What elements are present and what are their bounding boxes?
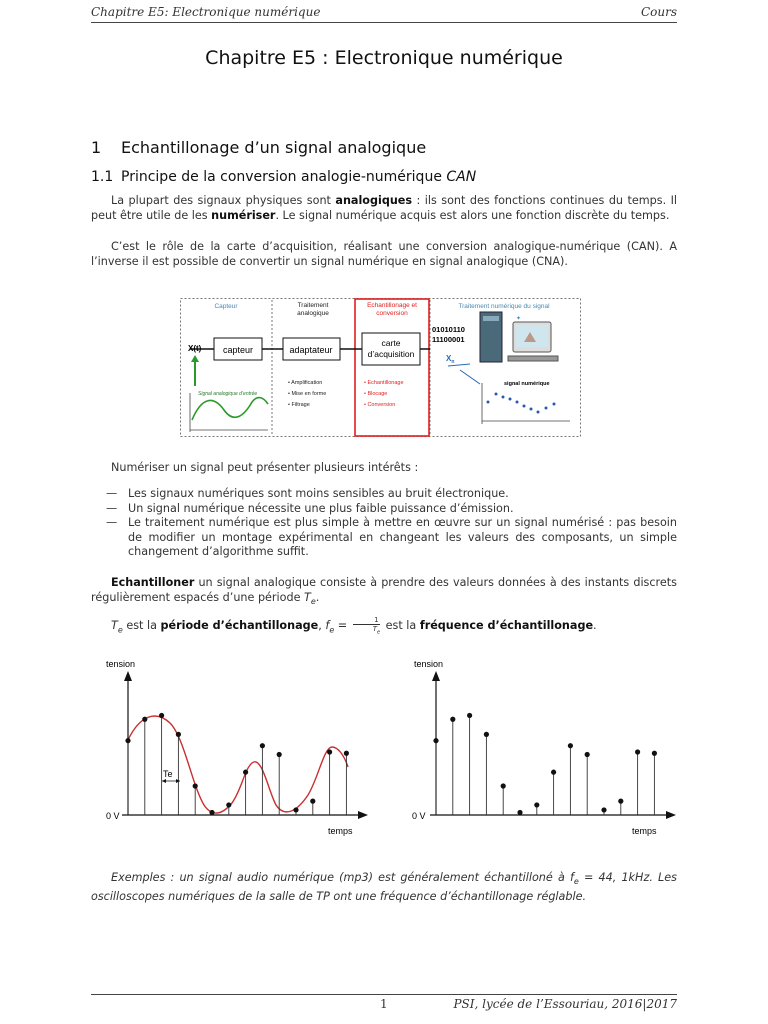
subsection-title: Principe de la conversion analogie-numérique [121, 169, 447, 185]
sample-point [293, 807, 298, 812]
list-traitement-1: • Amplification [288, 380, 323, 386]
text: . [593, 619, 597, 633]
analog-signal-label: Signal analogique d’entrée [198, 391, 258, 397]
paragraph-definitions [91, 616, 677, 637]
digital-samples-graph [410, 655, 680, 840]
sample-point [618, 799, 623, 804]
fraction-den-sub: e [377, 629, 381, 636]
math-sub: e [310, 597, 316, 607]
list-item: — Un signal numérique nécessite une plus faible puissance d’émission. [106, 502, 677, 517]
fraction [353, 616, 380, 636]
col-echant-label-1: Echantillonage et [367, 302, 417, 309]
paragraph-analog [91, 193, 677, 223]
header-rule [91, 22, 677, 23]
sample-point [484, 732, 489, 737]
xt-label: X(t) [188, 344, 202, 353]
math-eq: = [334, 619, 351, 633]
sample-point [467, 713, 472, 718]
logo-mark-icon: ✦ [516, 316, 522, 322]
keyword-periode: période d’échantillonage [160, 619, 319, 633]
num-signal-label: signal numérique [504, 381, 550, 387]
sample-point [277, 752, 282, 757]
text: est la [382, 619, 420, 633]
sample-point [585, 752, 590, 757]
analog-curve [128, 716, 348, 813]
sample-point [450, 717, 455, 722]
graph-ylabel: tension [414, 659, 444, 669]
sample-point [226, 802, 231, 807]
math-te: T [304, 591, 311, 604]
y-arrow [432, 671, 440, 681]
math-sub: e [573, 877, 579, 887]
sample-point [209, 810, 214, 815]
sample-point [310, 799, 315, 804]
keyword-frequence: fréquence d’échantillonage [419, 619, 594, 633]
page-title: Chapitre E5 : Electronique numérique [205, 47, 563, 69]
green-arrow-head [191, 355, 199, 362]
section-number: 1 [91, 138, 102, 157]
num-signal-points [487, 393, 556, 414]
text: = 44, 1kHz. Les oscilloscopes numériques de la salle de TP ont une fréquence d’échantillonage réglable. [91, 871, 677, 904]
xn-label: $X_n$ [446, 354, 455, 365]
sample-point [142, 717, 147, 722]
y-arrow [124, 671, 132, 681]
text: . Le signal numérique acquis est alors une fonction discrète du temps. [275, 209, 670, 222]
adaptateur-box-label: adaptateur [289, 345, 333, 355]
graph-zero: 0 V [412, 811, 426, 821]
math-fe: f [325, 619, 330, 633]
list-echant-3: • Conversion [364, 402, 396, 408]
x-arrow [666, 811, 676, 819]
sample-stems [125, 713, 349, 815]
keyword-echantilloner: Echantilloner [111, 576, 195, 589]
keyword-numeriser: numériser [211, 209, 276, 222]
col-numerique-label: Traitement numérique du signal [458, 303, 550, 310]
sample-point [601, 807, 606, 812]
sample-point [517, 810, 522, 815]
list-item: — Le traitement numérique est plus simple à mettre en œuvre sur un signal numérisé : pas besoin de modifier un montage expérimental en changeant les valeurs des composants, un simple changement d’algorithme suffit. [106, 516, 677, 560]
te-label: Te [163, 769, 173, 779]
sample-point [344, 751, 349, 756]
fraction-den: T [372, 625, 378, 633]
math-sub: e [117, 625, 123, 635]
sample-point [551, 770, 556, 775]
footer-rule [91, 994, 677, 995]
paragraph-exemples [91, 870, 677, 904]
list-traitement-3: • Filtrage [288, 402, 310, 408]
bullet-list [106, 487, 677, 560]
section-heading [91, 138, 426, 157]
acquisition-diagram [180, 298, 582, 438]
subsection-number: 1.1 [91, 169, 114, 185]
subsection-heading [91, 169, 476, 185]
analog-curve [192, 398, 268, 420]
carte-box-label-1: carte [381, 338, 401, 348]
col-traitement-label-2: analogique [297, 310, 329, 317]
graph-ylabel: tension [106, 659, 136, 669]
math-te: T [111, 619, 118, 633]
sample-point [193, 783, 198, 788]
bits-2: 11100001 [432, 335, 465, 344]
col-traitement-label-1: Traitement [297, 302, 329, 309]
sample-point [176, 732, 181, 737]
paragraph-carte: C’est le rôle de la carte d’acquisition, réalisant une conversion analogique-numérique (CAN). A l’inverse il est possible de convertir un signal numérique en signal analogique (CNA). [91, 240, 677, 268]
header-chapter: Chapitre E5: Electronique numérique [91, 5, 321, 19]
graph-zero: 0 V [106, 811, 120, 821]
keyboard-icon [508, 356, 558, 361]
header-cours: Cours [640, 5, 677, 19]
keyword-analogiques: analogiques [335, 194, 413, 207]
te-arrow-head [162, 779, 166, 783]
carte-box-label-2: d’acquisition [367, 349, 415, 359]
text: Exemples : un signal audio numérique (mp3) est généralement échantilloné à f [111, 871, 574, 884]
col-echant-label-2: conversion [376, 310, 408, 317]
capteur-box-label: capteur [222, 345, 254, 355]
col-capteur-label: Capteur [214, 303, 238, 310]
text: , [318, 619, 326, 633]
subsection-title-can: CAN [446, 169, 477, 185]
x-arrow [358, 811, 368, 819]
computer-drive [483, 316, 499, 321]
text: . [315, 591, 320, 604]
list-traitement-2: • Mise en forme [288, 391, 327, 397]
sample-point [501, 783, 506, 788]
sampled-signal-graph [100, 655, 370, 840]
echant-highlight-box [355, 299, 429, 436]
list-echant-1: • Echantillonage [364, 380, 404, 386]
paragraph-interets: Numériser un signal peut présenter plusieurs intérêts : [111, 461, 419, 474]
bits-1: 01010110 [432, 325, 465, 334]
paragraph-echantilloner [91, 575, 677, 609]
math-sub: e [329, 625, 335, 635]
graph-xlabel: temps [328, 826, 353, 836]
sample-point [635, 749, 640, 754]
text: : ils sont des fonctions continues du temps. Il peut être utile de les [91, 194, 677, 222]
list-item: — Les signaux numériques sont moins sensibles au bruit électronique. [106, 487, 677, 502]
page-number: 1 [380, 997, 388, 1011]
sample-point [652, 751, 657, 756]
list-echant-2: • Blocage [364, 391, 388, 397]
sample-point [159, 713, 164, 718]
sample-point [568, 743, 573, 748]
sample-stems [433, 713, 657, 815]
sample-point [534, 802, 539, 807]
footer-school: PSI, lycée de l’Essouriau, 2016|2017 [453, 997, 677, 1011]
fraction-num: 1 [353, 616, 380, 625]
sample-point [260, 743, 265, 748]
sample-point [433, 738, 438, 743]
text: La plupart des signaux physiques sont [111, 194, 336, 207]
text: un signal analogique consiste à prendre des valeurs données à des instants discrets régulièrement espacés d’une période [91, 576, 677, 604]
text: est la [122, 619, 161, 633]
graph-xlabel: temps [632, 826, 657, 836]
section-title: Echantillonage d’un signal analogique [121, 138, 427, 157]
sample-point [243, 770, 248, 775]
xn-arrow [460, 370, 480, 384]
sample-point [327, 749, 332, 754]
sample-point [125, 738, 130, 743]
